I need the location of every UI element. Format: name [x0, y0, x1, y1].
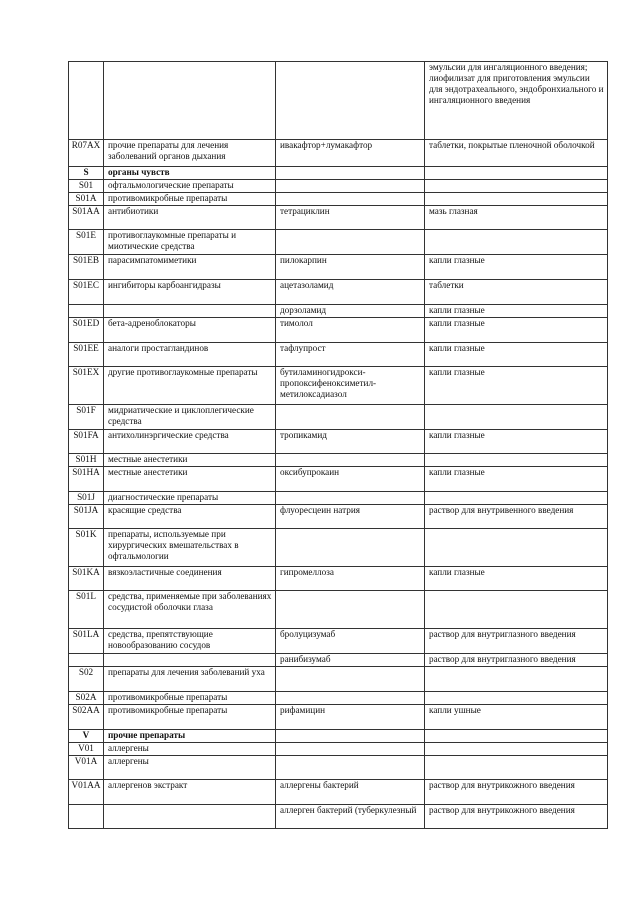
- atc-group-cell: местные анестетики: [104, 467, 276, 492]
- drug-name-cell: [276, 167, 425, 180]
- atc-code-cell: [69, 62, 104, 140]
- atc-code-cell: S01K: [69, 529, 104, 567]
- dosage-form-cell: капли глазные: [425, 467, 608, 492]
- atc-code-cell: S01F: [69, 405, 104, 430]
- atc-code-cell: S01AA: [69, 206, 104, 230]
- row-S01: [69, 180, 608, 193]
- dosage-form-cell: раствор для внутриглазного введения: [425, 654, 608, 667]
- dosage-form-cell: [425, 193, 608, 206]
- dosage-form-cell: [425, 591, 608, 629]
- atc-code-cell: V01AA: [69, 780, 104, 805]
- atc-code-cell: S: [69, 167, 104, 180]
- atc-code-cell: S01ED: [69, 318, 104, 343]
- atc-group-cell: [104, 62, 276, 140]
- dosage-form-cell: эмульсии для ингаляционного введения; лиофилизат для приготовления эмульсии для эндотрахеального, эндобронхиального и ингаляционного введения: [425, 62, 608, 140]
- dosage-form-cell: [425, 692, 608, 705]
- atc-code-cell: S01L: [69, 591, 104, 629]
- atc-group-cell: [104, 305, 276, 318]
- dosage-form-cell: раствор для внутрикожного введения: [425, 780, 608, 805]
- drug-name-cell: [276, 180, 425, 193]
- row-S01L: [69, 591, 608, 629]
- dosage-form-cell: [425, 167, 608, 180]
- drug-name-cell: [276, 405, 425, 430]
- row-allergen-tuberculin: [69, 805, 608, 829]
- drug-name-cell: [276, 667, 425, 692]
- atc-group-cell: бета-адреноблокаторы: [104, 318, 276, 343]
- atc-group-cell: [104, 654, 276, 667]
- row-S01AA: [69, 206, 608, 230]
- atc-code-cell: S02A: [69, 692, 104, 705]
- atc-code-cell: [69, 305, 104, 318]
- row-S01E: [69, 230, 608, 255]
- atc-code-cell: S01LA: [69, 629, 104, 654]
- drug-name-cell: оксибупрокаин: [276, 467, 425, 492]
- drug-name-cell: тетрациклин: [276, 206, 425, 230]
- drug-name-cell: [276, 591, 425, 629]
- atc-code-cell: S01EC: [69, 280, 104, 305]
- atc-code-cell: V01: [69, 743, 104, 756]
- drug-name-cell: флуоресцеин натрия: [276, 505, 425, 529]
- atc-group-cell: средства, препятствующие новообразованию сосудов: [104, 629, 276, 654]
- row-V01: [69, 743, 608, 756]
- drug-name-cell: ранибизумаб: [276, 654, 425, 667]
- drug-name-cell: [276, 62, 425, 140]
- drug-name-cell: [276, 756, 425, 780]
- row-S02: [69, 667, 608, 692]
- atc-group-cell: [104, 805, 276, 829]
- drug-name-cell: [276, 692, 425, 705]
- row-R07AX: [69, 140, 608, 167]
- atc-group-cell: диагностические препараты: [104, 492, 276, 505]
- row-S01EC: [69, 280, 608, 305]
- dosage-form-cell: [425, 529, 608, 567]
- row-S: [69, 167, 608, 180]
- dosage-form-cell: [425, 405, 608, 430]
- atc-group-cell: препараты, используемые при хирургических вмешательствах в офтальмологии: [104, 529, 276, 567]
- row-S01JA: [69, 505, 608, 529]
- atc-code-cell: S02AA: [69, 705, 104, 730]
- dosage-form-cell: [425, 230, 608, 255]
- dosage-form-cell: [425, 743, 608, 756]
- drug-name-cell: [276, 529, 425, 567]
- row-S01LA: [69, 629, 608, 654]
- drug-name-cell: тафлупрост: [276, 343, 425, 367]
- row-V01AA: [69, 780, 608, 805]
- atc-group-cell: антихолинэргические средства: [104, 430, 276, 454]
- atc-group-cell: местные анестетики: [104, 454, 276, 467]
- dosage-form-cell: раствор для внутривенного введения: [425, 505, 608, 529]
- atc-group-cell: ингибиторы карбоангидразы: [104, 280, 276, 305]
- atc-code-cell: S02: [69, 667, 104, 692]
- dosage-form-cell: [425, 492, 608, 505]
- row-S01EB: [69, 255, 608, 280]
- atc-code-cell: V: [69, 730, 104, 743]
- atc-code-cell: S01JA: [69, 505, 104, 529]
- row-S01H: [69, 454, 608, 467]
- row-S01K: [69, 529, 608, 567]
- dosage-form-cell: таблетки, покрытые пленочной оболочкой: [425, 140, 608, 167]
- drug-name-cell: [276, 230, 425, 255]
- atc-group-cell: противоглаукомные препараты и миотические средства: [104, 230, 276, 255]
- row-S01EE: [69, 343, 608, 367]
- drug-name-cell: аллергены бактерий: [276, 780, 425, 805]
- drug-name-cell: бролуцизумаб: [276, 629, 425, 654]
- drug-name-cell: гипромеллоза: [276, 567, 425, 591]
- dosage-form-cell: [425, 756, 608, 780]
- atc-group-cell: аллергены: [104, 743, 276, 756]
- atc-code-cell: S01EB: [69, 255, 104, 280]
- row-S01ED: [69, 318, 608, 343]
- row-S01KA: [69, 567, 608, 591]
- atc-group-cell: органы чувств: [104, 167, 276, 180]
- dosage-form-cell: раствор для внутриглазного введения: [425, 629, 608, 654]
- atc-code-cell: [69, 805, 104, 829]
- drug-name-cell: пилокарпин: [276, 255, 425, 280]
- atc-group-cell: антибиотики: [104, 206, 276, 230]
- atc-group-cell: противомикробные препараты: [104, 692, 276, 705]
- atc-group-cell: аналоги простагландинов: [104, 343, 276, 367]
- atc-group-cell: красящие средства: [104, 505, 276, 529]
- row-V: [69, 730, 608, 743]
- atc-code-cell: S01EX: [69, 367, 104, 405]
- atc-code-cell: S01: [69, 180, 104, 193]
- dosage-form-cell: капли глазные: [425, 255, 608, 280]
- row-S02AA: [69, 705, 608, 730]
- row-V01A: [69, 756, 608, 780]
- atc-code-cell: S01FA: [69, 430, 104, 454]
- atc-group-cell: вязкоэластичные соединения: [104, 567, 276, 591]
- drug-name-cell: [276, 743, 425, 756]
- dosage-form-cell: мазь глазная: [425, 206, 608, 230]
- drug-name-cell: [276, 193, 425, 206]
- drug-name-cell: аллерген бактерий (туберкулезный: [276, 805, 425, 829]
- atc-group-cell: препараты для лечения заболеваний уха: [104, 667, 276, 692]
- dosage-form-cell: капли глазные: [425, 367, 608, 405]
- atc-group-cell: другие противоглаукомные препараты: [104, 367, 276, 405]
- dosage-form-cell: капли глазные: [425, 567, 608, 591]
- row-S02A: [69, 692, 608, 705]
- atc-code-cell: S01HA: [69, 467, 104, 492]
- drug-name-cell: [276, 492, 425, 505]
- drug-name-cell: тропикамид: [276, 430, 425, 454]
- atc-group-cell: парасимпатомиметики: [104, 255, 276, 280]
- atc-code-cell: S01H: [69, 454, 104, 467]
- atc-group-cell: противомикробные препараты: [104, 705, 276, 730]
- continuation-row: [69, 62, 608, 140]
- atc-group-cell: прочие препараты для лечения заболеваний органов дыхания: [104, 140, 276, 167]
- dosage-form-cell: капли глазные: [425, 305, 608, 318]
- atc-group-cell: прочие препараты: [104, 730, 276, 743]
- drug-name-cell: [276, 454, 425, 467]
- atc-code-cell: S01E: [69, 230, 104, 255]
- atc-group-cell: аллергены: [104, 756, 276, 780]
- dosage-form-cell: капли глазные: [425, 343, 608, 367]
- atc-code-cell: S01A: [69, 193, 104, 206]
- drug-name-cell: рифамицин: [276, 705, 425, 730]
- row-S01FA: [69, 430, 608, 454]
- atc-code-cell: V01A: [69, 756, 104, 780]
- dosage-form-cell: таблетки: [425, 280, 608, 305]
- atc-group-cell: аллергенов экстракт: [104, 780, 276, 805]
- drug-name-cell: дорзоламид: [276, 305, 425, 318]
- atc-code-cell: S01KA: [69, 567, 104, 591]
- dosage-form-cell: капли ушные: [425, 705, 608, 730]
- row-S01A: [69, 193, 608, 206]
- dosage-form-cell: раствор для внутрикожного введения: [425, 805, 608, 829]
- row-S01F: [69, 405, 608, 430]
- atc-code-cell: S01J: [69, 492, 104, 505]
- drug-name-cell: ацетазоламид: [276, 280, 425, 305]
- drug-name-cell: [276, 730, 425, 743]
- row-S01HA: [69, 467, 608, 492]
- row-S01J: [69, 492, 608, 505]
- dosage-form-cell: [425, 667, 608, 692]
- atc-code-cell: S01EE: [69, 343, 104, 367]
- drug-name-cell: бутиламиногидрокси-пропоксифеноксиметил-метилоксадиазол: [276, 367, 425, 405]
- atc-group-cell: офтальмологические препараты: [104, 180, 276, 193]
- atc-group-cell: средства, применяемые при заболеваниях сосудистой оболочки глаза: [104, 591, 276, 629]
- row-ranibizumab: [69, 654, 608, 667]
- dosage-form-cell: [425, 454, 608, 467]
- atc-group-cell: мидриатические и циклоплегические средства: [104, 405, 276, 430]
- drug-name-cell: тимолол: [276, 318, 425, 343]
- drug-name-cell: ивакафтор+лумакафтор: [276, 140, 425, 167]
- atc-drug-table: [68, 61, 608, 829]
- row-S01EX: [69, 367, 608, 405]
- dosage-form-cell: [425, 180, 608, 193]
- atc-group-cell: противомикробные препараты: [104, 193, 276, 206]
- atc-code-cell: [69, 654, 104, 667]
- dosage-form-cell: капли глазные: [425, 430, 608, 454]
- dosage-form-cell: капли глазные: [425, 318, 608, 343]
- dosage-form-cell: [425, 730, 608, 743]
- atc-code-cell: R07AX: [69, 140, 104, 167]
- row-dorzolamide: [69, 305, 608, 318]
